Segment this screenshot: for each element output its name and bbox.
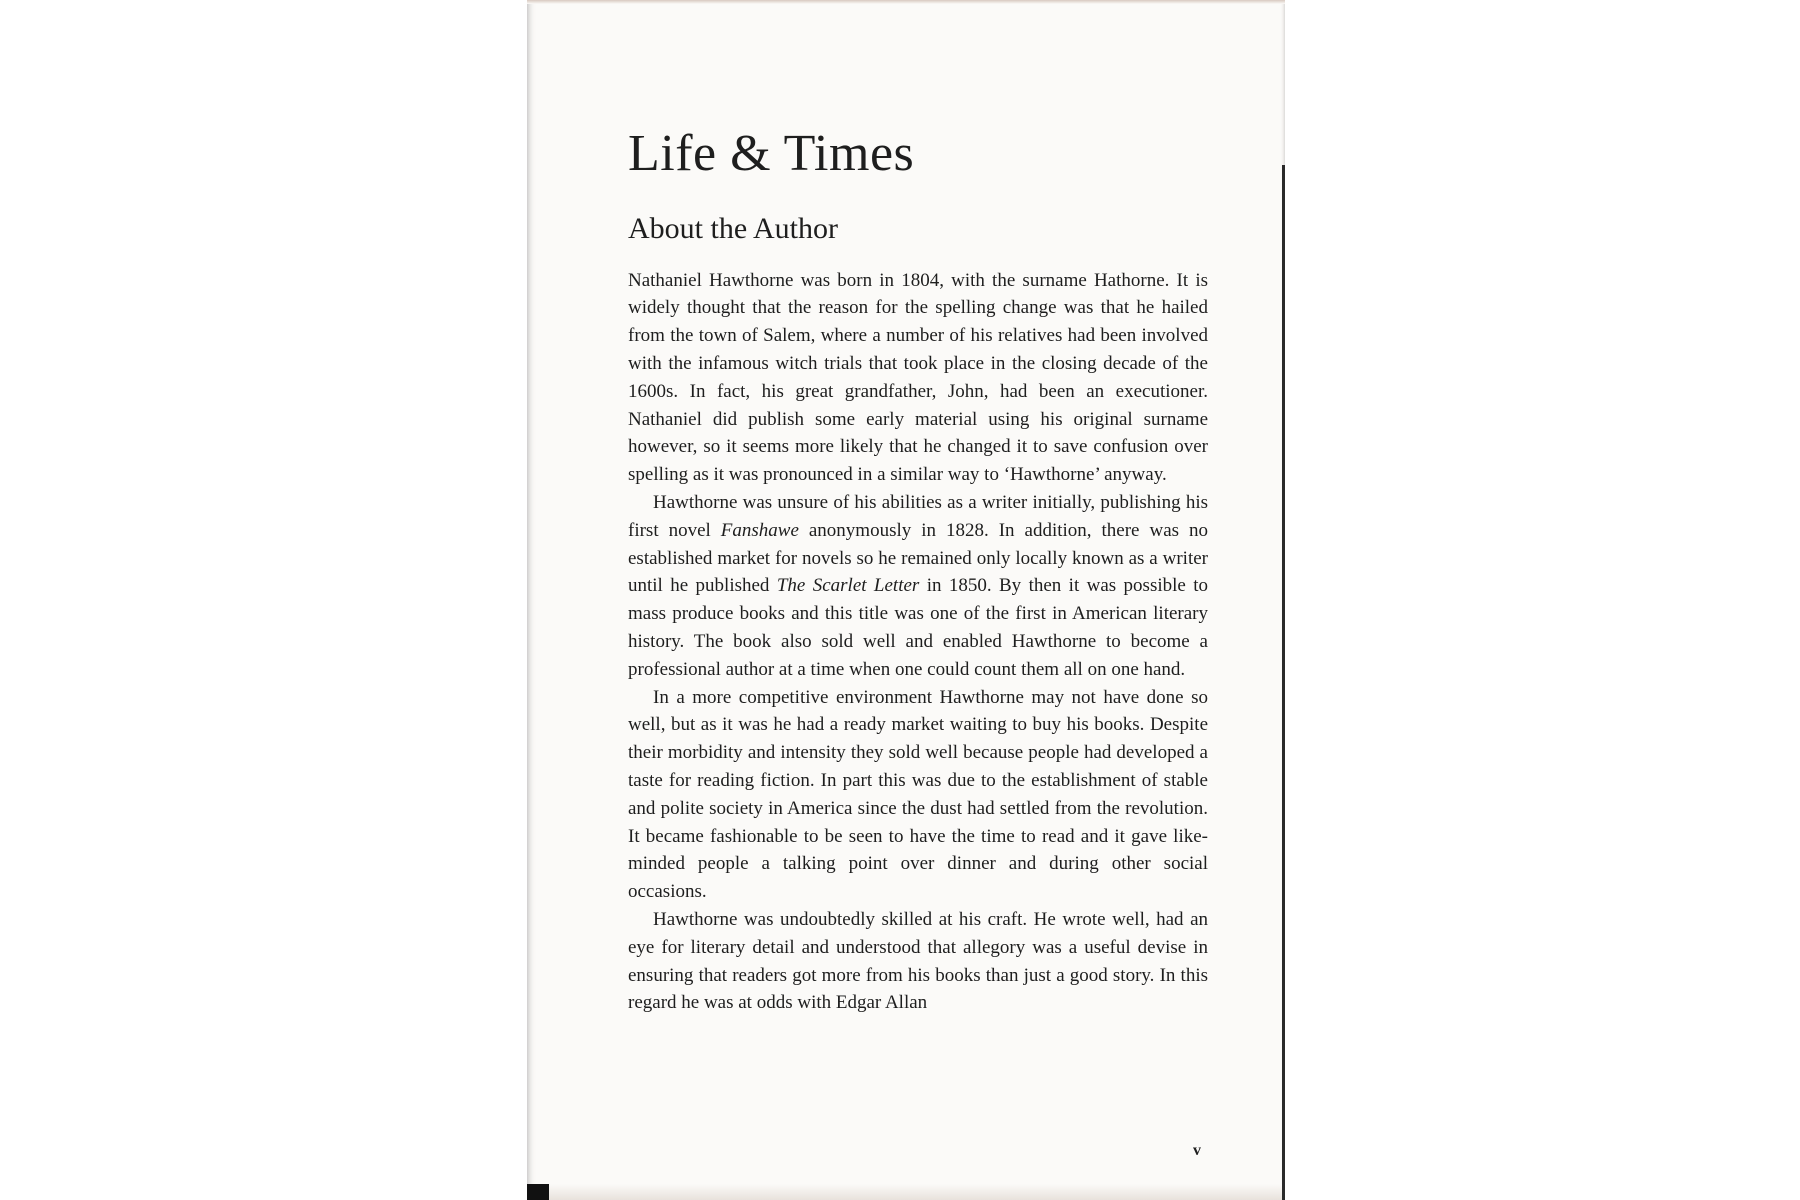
book-title-fanshawe: Fanshawe [720, 519, 799, 541]
paragraph-2-text-b: anonymously in 1828. In addition, there was no established market for novels so he remained only locally known as a writer until he published [628, 519, 1208, 597]
page-number: v [1193, 1142, 1201, 1159]
section-heading: About the Author [628, 212, 838, 246]
paragraph-2 [628, 489, 1208, 684]
page-right-edge [1282, 165, 1285, 1200]
paragraph-1: Nathaniel Hawthorne was born in 1804, with the surname Hathorne. It is widely thought that the reason for the spelling change was that he hailed from the town of Salem, where a number of his relatives had been involved with the infamous witch trials that took place in the closing decade of the 1600s. In fact, his great grandfather, John, had been an executioner. Nathaniel did publish some early material using his original surname however, so it seems more likely that he changed it to save confusion over spelling as it was pronounced in a similar way to ‘Hawthorne’ anyway. [628, 269, 1208, 486]
paragraph-4: Hawthorne was undoubtedly skilled at his craft. He wrote well, had an eye for literary detail and understood that allegory was a useful devise in ensuring that readers got more from his books than just a good story. In this regard he was at odds with Edgar Allan [628, 909, 1208, 1014]
book-title-scarlet-letter: The Scarlet Letter [776, 575, 920, 597]
page-title: Life & Times [628, 125, 915, 182]
paragraph-2-text-a: Hawthorne was unsure of his abilities as a writer initially, publishing his first novel [628, 492, 1208, 541]
page-top-edge [527, 0, 1285, 4]
paragraph-3: In a more competitive environment Hawthorne may not have done so well, but as it was he had a ready market waiting to buy his books. Despite their morbidity and intensity they sold well because people had developed a taste for reading fiction. In part this was due to the establishment of stable and polite society in America since the dust had settled from the revolution. It became fashionable to be seen to have the time to read and it gave likeminded people a talking point over dinner and during other social occasions. [628, 686, 1208, 903]
page-bottom-edge [527, 1184, 1285, 1200]
paragraph-2-text-c: in 1850. By then it was possible to mass produce books and this title was one of the first in American literary history. The book also sold well and enabled Hawthorne to become a professional author at a time when one could count them all on one hand. [628, 575, 1209, 680]
page-content [628, 125, 1208, 1017]
